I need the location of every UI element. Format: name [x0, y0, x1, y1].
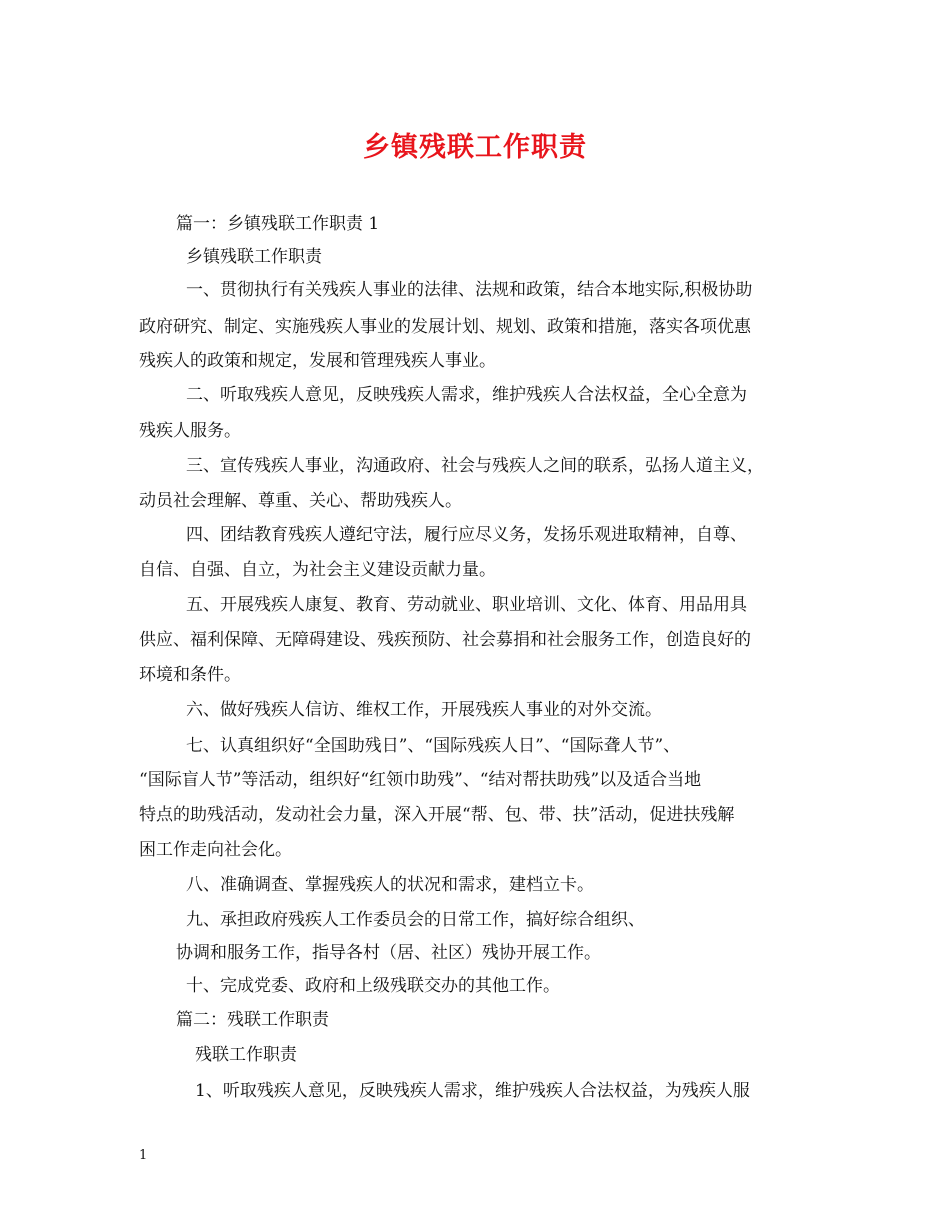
paragraph-line: 十、完成党委、政府和上级残联交办的其他工作。 — [186, 976, 560, 996]
page-number: 1 — [139, 1148, 148, 1163]
paragraph-line: 四、团结教育残疾人遵纪守法，履行应尽义务，发扬乐观进取精神，自尊、 — [186, 525, 747, 545]
paragraph-line: 1、听取残疾人意见，反映残疾人需求，维护残疾人合法权益，为残疾人服 — [195, 1081, 750, 1101]
subheading: 残联工作职责 — [195, 1045, 297, 1065]
paragraph-line: 政府研究、制定、实施残疾人事业的发展计划、规划、政策和措施，落实各项优惠 — [139, 317, 751, 337]
paragraph-line: “国际盲人节”等活动，组织好“红领巾助残”、“结对帮扶助残”以及适合当地 — [139, 770, 702, 790]
paragraph-line: 二、听取残疾人意见，反映残疾人需求，维护残疾人合法权益，全心全意为 — [186, 385, 747, 405]
paragraph-line: 动员社会理解、尊重、关心、帮助残疾人。 — [139, 491, 462, 511]
paragraph-line: 七、认真组织好“全国助残日”、“国际残疾人日”、“国际聋人节”、 — [186, 736, 681, 756]
paragraph-line: 特点的助残活动，发动社会力量，深入开展“帮、包、带、扶”活动，促进扶残解 — [139, 805, 735, 825]
section-heading: 篇一：乡镇残联工作职责 1 — [176, 214, 380, 234]
paragraph-line: 协调和服务工作，指导各村（居、社区）残协开展工作。 — [176, 943, 601, 963]
paragraph-line: 八、准确调查、掌握残疾人的状况和需求，建档立卡。 — [186, 875, 594, 895]
paragraph-line: 困工作走向社会化。 — [139, 840, 292, 860]
paragraph-line: 残疾人服务。 — [139, 421, 241, 441]
section-heading: 篇二：残联工作职责 — [176, 1010, 329, 1030]
paragraph-line: 残疾人的政策和规定，发展和管理残疾人事业。 — [139, 351, 496, 371]
paragraph-line: 九、承担政府残疾人工作委员会的日常工作，搞好综合组织、 — [186, 910, 645, 930]
document-title: 乡镇残联工作职责 — [363, 132, 587, 163]
subheading: 乡镇残联工作职责 — [186, 247, 322, 267]
paragraph-line: 一、贯彻执行有关残疾人事业的法律、法规和政策，结合本地实际,积极协助 — [186, 280, 753, 300]
paragraph-line: 五、开展残疾人康复、教育、劳动就业、职业培训、文化、体育、用品用具 — [186, 595, 747, 615]
paragraph-line: 供应、福利保障、无障碍建设、残疾预防、社会募捐和社会服务工作，创造良好的 — [139, 630, 751, 650]
paragraph-line: 六、做好残疾人信访、维权工作，开展残疾人事业的对外交流。 — [186, 700, 662, 720]
paragraph-line: 环境和条件。 — [139, 665, 241, 685]
paragraph-line: 三、宣传残疾人事业，沟通政府、社会与残疾人之间的联系，弘扬人道主义， — [186, 456, 764, 476]
paragraph-line: 自信、自强、自立，为社会主义建设贡献力量。 — [139, 560, 496, 580]
